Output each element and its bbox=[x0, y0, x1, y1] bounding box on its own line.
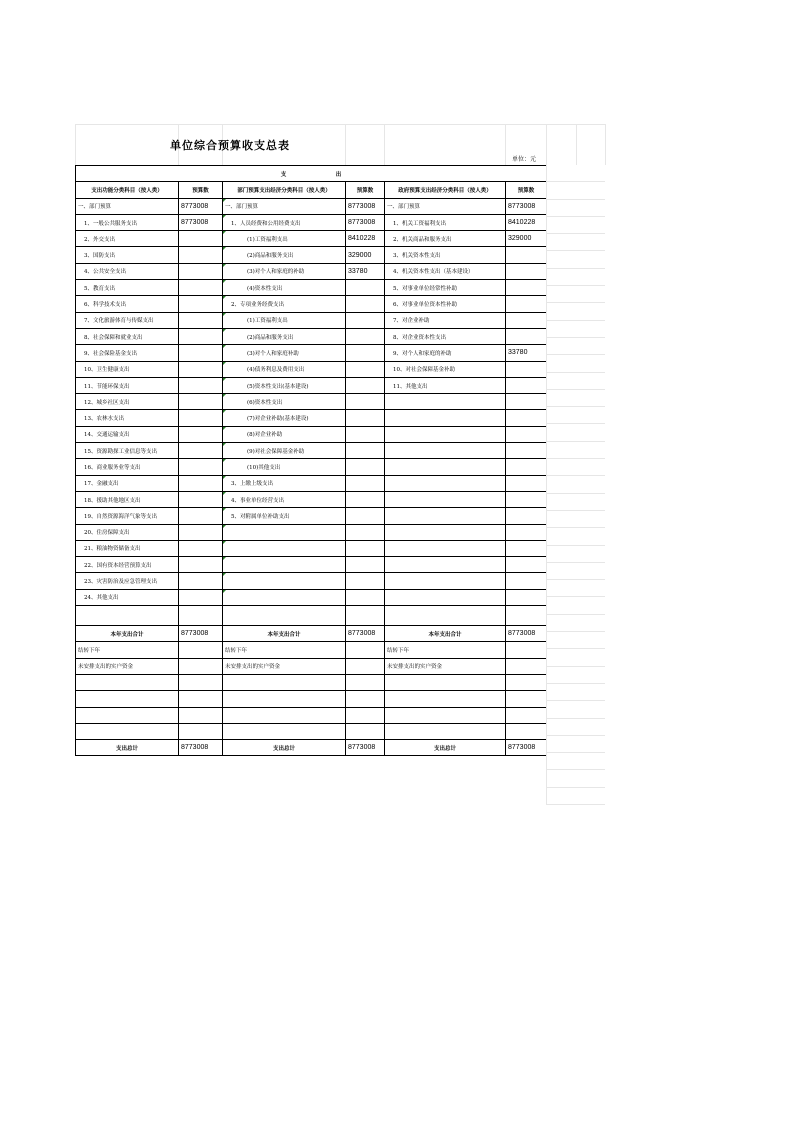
dept-econ-budget bbox=[346, 328, 385, 344]
grid-cell bbox=[546, 165, 605, 182]
gov-econ-item: 3、机关资本性支出 bbox=[385, 247, 506, 263]
table-row bbox=[76, 361, 547, 377]
dept-econ-budget bbox=[346, 361, 385, 377]
empty-cell bbox=[385, 674, 506, 690]
function-item: 10、卫生健康支出 bbox=[76, 361, 179, 377]
unarranged-label: 未安排支出的实户资金 bbox=[385, 658, 506, 674]
column-header-budget-3: 预算数 bbox=[506, 182, 547, 198]
function-budget bbox=[179, 443, 223, 459]
dept-econ-budget bbox=[346, 443, 385, 459]
grid-top-line bbox=[75, 124, 605, 125]
gov-econ-item: 5、对事业单位经常性补助 bbox=[385, 280, 506, 296]
function-budget bbox=[179, 280, 223, 296]
function-item: 21、粮油物资储备支出 bbox=[76, 540, 179, 556]
function-budget bbox=[179, 296, 223, 312]
dept-econ-item: (9)对社会保障基金补助 bbox=[223, 443, 346, 459]
dept-econ-budget bbox=[346, 394, 385, 410]
gov-econ-item bbox=[385, 508, 506, 524]
gov-econ-budget bbox=[506, 524, 547, 540]
function-item: 3、国防支出 bbox=[76, 247, 179, 263]
gov-econ-budget bbox=[506, 508, 547, 524]
grid-cell bbox=[546, 373, 605, 390]
gov-econ-budget bbox=[506, 394, 547, 410]
unarranged-value bbox=[506, 658, 547, 674]
dept-econ-item: (8)对企业补助 bbox=[223, 426, 346, 442]
empty-row bbox=[76, 691, 547, 707]
unarranged-row bbox=[76, 658, 547, 674]
grand-total-value: 8773008 bbox=[179, 740, 223, 756]
gov-econ-item: 2、机关商品和服务支出 bbox=[385, 231, 506, 247]
dept-econ-item: (2)商品和服务支出 bbox=[223, 247, 346, 263]
function-budget: 8773008 bbox=[179, 198, 223, 214]
empty-cell bbox=[179, 723, 223, 739]
dept-econ-item: (2)商品和服务支出 bbox=[223, 328, 346, 344]
empty-row bbox=[76, 707, 547, 723]
carry-forward-row bbox=[76, 642, 547, 658]
grid-cell bbox=[546, 321, 605, 338]
function-item: 一、部门预算 bbox=[76, 198, 179, 214]
grid-cell bbox=[546, 286, 605, 303]
gov-econ-budget bbox=[506, 491, 547, 507]
dept-econ-budget bbox=[346, 280, 385, 296]
dept-econ-item: 4、事业单位经营支出 bbox=[223, 491, 346, 507]
empty-cell bbox=[223, 674, 346, 690]
table-row bbox=[76, 247, 547, 263]
blank-cell bbox=[179, 606, 223, 626]
blank-cell bbox=[506, 606, 547, 626]
carry-forward-label: 结转下年 bbox=[76, 642, 179, 658]
gov-econ-item: 一、部门预算 bbox=[385, 198, 506, 214]
year-total-value: 8773008 bbox=[506, 626, 547, 642]
gov-econ-budget bbox=[506, 296, 547, 312]
function-item: 4、公共安全支出 bbox=[76, 263, 179, 279]
function-item: 17、金融支出 bbox=[76, 475, 179, 491]
empty-cell bbox=[76, 723, 179, 739]
function-budget bbox=[179, 524, 223, 540]
function-budget bbox=[179, 426, 223, 442]
unarranged-label: 未安排支出的实户资金 bbox=[76, 658, 179, 674]
grid-cell bbox=[546, 563, 605, 580]
dept-econ-item: (4)资本性支出 bbox=[223, 280, 346, 296]
function-budget bbox=[179, 540, 223, 556]
gov-econ-item bbox=[385, 524, 506, 540]
carry-forward-value bbox=[506, 642, 547, 658]
dept-econ-budget bbox=[346, 589, 385, 605]
function-budget bbox=[179, 475, 223, 491]
function-budget bbox=[179, 263, 223, 279]
dept-econ-budget bbox=[346, 508, 385, 524]
function-budget bbox=[179, 231, 223, 247]
function-item: 15、资源勘探工业信息等支出 bbox=[76, 443, 179, 459]
function-budget bbox=[179, 459, 223, 475]
dept-econ-budget bbox=[346, 540, 385, 556]
function-budget bbox=[179, 557, 223, 573]
empty-cell bbox=[76, 691, 179, 707]
dept-econ-item: (3)对个人和家庭的补助 bbox=[223, 263, 346, 279]
grid-cell bbox=[546, 424, 605, 441]
dept-econ-budget: 33780 bbox=[346, 263, 385, 279]
empty-cell bbox=[346, 707, 385, 723]
gov-econ-item bbox=[385, 410, 506, 426]
dept-econ-item: 5、对附属单位补助支出 bbox=[223, 508, 346, 524]
function-item: 14、交通运输支出 bbox=[76, 426, 179, 442]
dept-econ-item: (7)对企业补助(基本建设) bbox=[223, 410, 346, 426]
year-total-label: 本年支出合计 bbox=[385, 626, 506, 642]
grid-cell bbox=[546, 753, 605, 770]
table-row bbox=[76, 557, 547, 573]
grid-cell bbox=[546, 407, 605, 424]
gov-econ-budget: 329000 bbox=[506, 231, 547, 247]
grid-cell bbox=[546, 615, 605, 632]
page-title: 单位综合预算收支总表 bbox=[170, 139, 290, 152]
gov-econ-budget bbox=[506, 426, 547, 442]
table-row bbox=[76, 214, 547, 230]
dept-econ-budget: 8773008 bbox=[346, 214, 385, 230]
function-budget bbox=[179, 491, 223, 507]
grid-cell bbox=[546, 684, 605, 701]
table-row bbox=[76, 312, 547, 328]
gov-econ-budget: 33780 bbox=[506, 345, 547, 361]
function-item: 20、住房保障支出 bbox=[76, 524, 179, 540]
gov-econ-budget bbox=[506, 475, 547, 491]
column-header-row bbox=[76, 182, 547, 198]
dept-econ-budget bbox=[346, 312, 385, 328]
dept-econ-item: 2、专项业务经费支出 bbox=[223, 296, 346, 312]
dept-econ-budget bbox=[346, 573, 385, 589]
dept-econ-item bbox=[223, 540, 346, 556]
year-total-value: 8773008 bbox=[179, 626, 223, 642]
function-budget bbox=[179, 573, 223, 589]
dept-econ-budget bbox=[346, 296, 385, 312]
function-item: 16、商业服务业等支出 bbox=[76, 459, 179, 475]
function-item: 1、一般公共服务支出 bbox=[76, 214, 179, 230]
dept-econ-budget bbox=[346, 459, 385, 475]
table-row bbox=[76, 426, 547, 442]
grid-cell bbox=[546, 476, 605, 493]
unarranged-value bbox=[346, 658, 385, 674]
function-item: 12、城乡社区支出 bbox=[76, 394, 179, 410]
table-row bbox=[76, 589, 547, 605]
unarranged-label: 未安排支出的实户资金 bbox=[223, 658, 346, 674]
dept-econ-item: (1)工资福利支出 bbox=[223, 231, 346, 247]
table-row bbox=[76, 491, 547, 507]
dept-econ-item: 一、部门预算 bbox=[223, 198, 346, 214]
dept-econ-budget bbox=[346, 557, 385, 573]
gov-econ-item bbox=[385, 475, 506, 491]
function-item: 9、社会保险基金支出 bbox=[76, 345, 179, 361]
grid-cell bbox=[546, 719, 605, 736]
table-row bbox=[76, 410, 547, 426]
year-total-value: 8773008 bbox=[346, 626, 385, 642]
empty-cell bbox=[76, 707, 179, 723]
function-budget bbox=[179, 312, 223, 328]
function-budget bbox=[179, 247, 223, 263]
function-budget bbox=[179, 377, 223, 393]
dept-econ-budget bbox=[346, 475, 385, 491]
gov-econ-item bbox=[385, 459, 506, 475]
empty-cell bbox=[76, 674, 179, 690]
gov-econ-item bbox=[385, 443, 506, 459]
table-row bbox=[76, 443, 547, 459]
dept-econ-item bbox=[223, 573, 346, 589]
empty-cell bbox=[179, 707, 223, 723]
dept-econ-budget bbox=[346, 524, 385, 540]
gov-econ-item: 6、对事业单位资本性补助 bbox=[385, 296, 506, 312]
function-budget bbox=[179, 410, 223, 426]
table-row bbox=[76, 231, 547, 247]
dept-econ-budget: 329000 bbox=[346, 247, 385, 263]
gov-econ-budget bbox=[506, 459, 547, 475]
gov-econ-item bbox=[385, 491, 506, 507]
empty-row bbox=[76, 674, 547, 690]
gov-econ-item: 11、其他支出 bbox=[385, 377, 506, 393]
gov-econ-item: 7、对企业补助 bbox=[385, 312, 506, 328]
gov-econ-item bbox=[385, 394, 506, 410]
gov-econ-budget bbox=[506, 247, 547, 263]
grid-cell bbox=[546, 251, 605, 268]
empty-row bbox=[76, 723, 547, 739]
grid-cell bbox=[546, 597, 605, 614]
blank-cell bbox=[385, 606, 506, 626]
empty-cell bbox=[179, 674, 223, 690]
unarranged-value bbox=[179, 658, 223, 674]
empty-cell bbox=[179, 691, 223, 707]
table-row bbox=[76, 296, 547, 312]
blank-cell bbox=[76, 606, 179, 626]
table-row bbox=[76, 377, 547, 393]
grid-cell bbox=[546, 632, 605, 649]
table-row bbox=[76, 328, 547, 344]
column-header-gov-econ: 政府预算支出经济分类科目（按人类） bbox=[385, 182, 506, 198]
function-budget bbox=[179, 328, 223, 344]
grid-cell bbox=[546, 494, 605, 511]
year-total-label: 本年支出合计 bbox=[223, 626, 346, 642]
grand-total-label: 支出总计 bbox=[76, 740, 179, 756]
gov-econ-budget bbox=[506, 573, 547, 589]
dept-econ-budget bbox=[346, 345, 385, 361]
year-total-row bbox=[76, 626, 547, 642]
dept-econ-item: (10)其他支出 bbox=[223, 459, 346, 475]
gov-econ-budget: 8773008 bbox=[506, 198, 547, 214]
empty-cell bbox=[223, 707, 346, 723]
gov-econ-item bbox=[385, 540, 506, 556]
function-item: 19、自然资源海洋气象等支出 bbox=[76, 508, 179, 524]
carry-forward-value bbox=[179, 642, 223, 658]
function-item: 23、灾害防治及应急管理支出 bbox=[76, 573, 179, 589]
gov-econ-item bbox=[385, 557, 506, 573]
table-row bbox=[76, 475, 547, 491]
gov-econ-item: 9、对个人和家庭的补助 bbox=[385, 345, 506, 361]
column-header-function: 支出功能分类科目（按人类） bbox=[76, 182, 179, 198]
grid-cell bbox=[546, 459, 605, 476]
function-item: 13、农林水支出 bbox=[76, 410, 179, 426]
blank-cell bbox=[346, 606, 385, 626]
dept-econ-item bbox=[223, 557, 346, 573]
gov-econ-item: 4、机关资本性支出（基本建设） bbox=[385, 263, 506, 279]
gov-econ-budget bbox=[506, 280, 547, 296]
empty-cell bbox=[506, 723, 547, 739]
grid-cell bbox=[546, 303, 605, 320]
grid-cell bbox=[546, 390, 605, 407]
grand-total-row bbox=[76, 740, 547, 756]
function-item: 6、科学技术支出 bbox=[76, 296, 179, 312]
grid-cell bbox=[546, 182, 605, 199]
dept-econ-item: (4)债务利息及费用支出 bbox=[223, 361, 346, 377]
empty-cell bbox=[223, 723, 346, 739]
table-row bbox=[76, 508, 547, 524]
empty-cell bbox=[385, 707, 506, 723]
gov-econ-budget bbox=[506, 312, 547, 328]
function-budget bbox=[179, 345, 223, 361]
grid-cell bbox=[546, 511, 605, 528]
table-row bbox=[76, 280, 547, 296]
gov-econ-budget bbox=[506, 589, 547, 605]
table-row bbox=[76, 394, 547, 410]
carry-forward-label: 结转下年 bbox=[385, 642, 506, 658]
gov-econ-budget bbox=[506, 263, 547, 279]
grand-total-value: 8773008 bbox=[346, 740, 385, 756]
grid-cell bbox=[546, 269, 605, 286]
column-header-budget-2: 预算数 bbox=[346, 182, 385, 198]
grid-cell bbox=[546, 788, 605, 805]
grid-cell bbox=[546, 736, 605, 753]
grid-cell bbox=[546, 200, 605, 217]
column-header-dept-econ: 部门预算支出经济分类科目（按人类） bbox=[223, 182, 346, 198]
dept-econ-budget bbox=[346, 491, 385, 507]
carry-forward-label: 结转下年 bbox=[223, 642, 346, 658]
table-row bbox=[76, 573, 547, 589]
function-item: 7、文化旅游体育与传媒支出 bbox=[76, 312, 179, 328]
grid-cell bbox=[546, 528, 605, 545]
empty-cell bbox=[346, 674, 385, 690]
empty-cell bbox=[223, 691, 346, 707]
grid-cell bbox=[546, 234, 605, 251]
gov-econ-item bbox=[385, 589, 506, 605]
extra-grid-columns bbox=[546, 165, 605, 805]
function-budget bbox=[179, 589, 223, 605]
dept-econ-item: (1)工资福利支出 bbox=[223, 312, 346, 328]
dept-econ-budget bbox=[346, 410, 385, 426]
gov-econ-budget bbox=[506, 557, 547, 573]
gov-econ-budget bbox=[506, 377, 547, 393]
section-header-row bbox=[76, 166, 547, 182]
dept-econ-budget bbox=[346, 377, 385, 393]
blank-row bbox=[76, 606, 547, 626]
dept-econ-item: 3、上缴上级支出 bbox=[223, 475, 346, 491]
year-total-label: 本年支出合计 bbox=[76, 626, 179, 642]
grid-cell bbox=[546, 770, 605, 787]
gov-econ-item bbox=[385, 573, 506, 589]
gov-econ-budget bbox=[506, 328, 547, 344]
grid-cell bbox=[546, 580, 605, 597]
function-budget bbox=[179, 361, 223, 377]
function-budget: 8773008 bbox=[179, 214, 223, 230]
empty-cell bbox=[346, 723, 385, 739]
gov-econ-budget bbox=[506, 443, 547, 459]
table-row bbox=[76, 540, 547, 556]
table-row bbox=[76, 459, 547, 475]
grid-cell bbox=[546, 338, 605, 355]
dept-econ-budget: 8410228 bbox=[346, 231, 385, 247]
grand-total-label: 支出总计 bbox=[223, 740, 346, 756]
empty-cell bbox=[346, 691, 385, 707]
dept-econ-item bbox=[223, 524, 346, 540]
gov-econ-budget bbox=[506, 361, 547, 377]
column-header-budget-1: 预算数 bbox=[179, 182, 223, 198]
function-item: 11、节能环保支出 bbox=[76, 377, 179, 393]
unit-label: 单位：元 bbox=[512, 156, 537, 163]
empty-cell bbox=[506, 707, 547, 723]
budget-table bbox=[75, 165, 547, 756]
gov-econ-budget bbox=[506, 410, 547, 426]
section-header: 支 出 bbox=[76, 166, 547, 182]
blank-cell bbox=[223, 606, 346, 626]
function-item: 5、教育支出 bbox=[76, 280, 179, 296]
grid-cell bbox=[546, 546, 605, 563]
grand-total-label: 支出总计 bbox=[385, 740, 506, 756]
dept-econ-budget: 8773008 bbox=[346, 198, 385, 214]
grid-cell bbox=[546, 355, 605, 372]
dept-econ-budget bbox=[346, 426, 385, 442]
function-item: 22、国有资本经营预算支出 bbox=[76, 557, 179, 573]
dept-econ-item: (3)对个人和家庭补助 bbox=[223, 345, 346, 361]
gov-econ-budget: 8410228 bbox=[506, 214, 547, 230]
empty-cell bbox=[385, 691, 506, 707]
grid-cell bbox=[546, 217, 605, 234]
empty-cell bbox=[506, 674, 547, 690]
grid-cell bbox=[546, 701, 605, 718]
carry-forward-value bbox=[346, 642, 385, 658]
function-item: 8、社会保障和就业支出 bbox=[76, 328, 179, 344]
function-item: 24、其他支出 bbox=[76, 589, 179, 605]
function-item: 18、援助其他地区支出 bbox=[76, 491, 179, 507]
empty-cell bbox=[385, 723, 506, 739]
table-row bbox=[76, 263, 547, 279]
gov-econ-budget bbox=[506, 540, 547, 556]
gov-econ-item: 8、对企业资本性支出 bbox=[385, 328, 506, 344]
gov-econ-item: 10、对社会保障基金补助 bbox=[385, 361, 506, 377]
gov-econ-item bbox=[385, 426, 506, 442]
dept-econ-item: (5)资本性支出(基本建设) bbox=[223, 377, 346, 393]
grid-cell bbox=[546, 667, 605, 684]
grand-total-value: 8773008 bbox=[506, 740, 547, 756]
function-budget bbox=[179, 394, 223, 410]
dept-econ-item bbox=[223, 589, 346, 605]
dept-econ-item: 1、人员经费和公用经费支出 bbox=[223, 214, 346, 230]
dept-econ-item: (6)资本性支出 bbox=[223, 394, 346, 410]
table-row bbox=[76, 345, 547, 361]
table-row bbox=[76, 198, 547, 214]
function-budget bbox=[179, 508, 223, 524]
grid-cell bbox=[546, 649, 605, 666]
table-row bbox=[76, 524, 547, 540]
gov-econ-item: 1、机关工资福利支出 bbox=[385, 214, 506, 230]
grid-cell bbox=[546, 442, 605, 459]
empty-cell bbox=[506, 691, 547, 707]
function-item: 2、外交支出 bbox=[76, 231, 179, 247]
